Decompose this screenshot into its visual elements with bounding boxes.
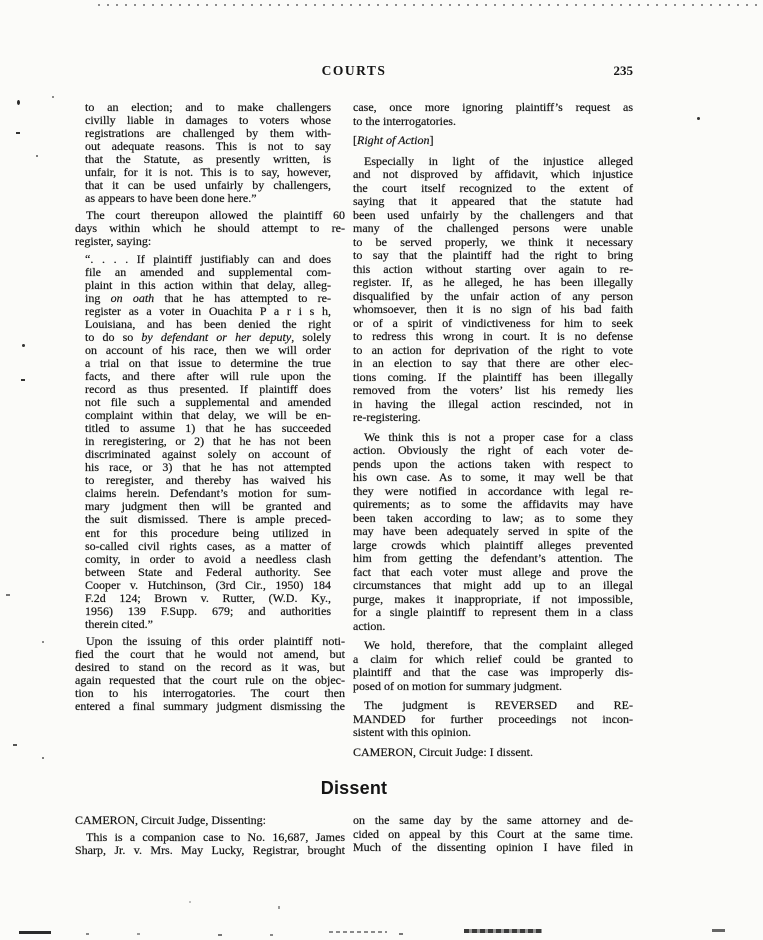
- bottom-edge-artifact: [218, 934, 222, 936]
- text-line: the court itself recognized to the extent of: [353, 180, 633, 195]
- bottom-edge-artifact: [86, 933, 89, 935]
- text-line: register. If, as he alleged, he has been illegally: [353, 275, 633, 289]
- text-line: to an action for deprivation of the right to vote: [353, 342, 633, 357]
- scan-speck: [189, 901, 191, 903]
- text-line: his race, or 3) that he has not attempted: [85, 460, 331, 475]
- paragraph: [353, 134, 633, 148]
- text-line: civilly liable in damages to voters whose: [85, 113, 331, 128]
- text-line: register as a voter in Ouachita P a r i s h,: [85, 303, 331, 318]
- text-line: register, saying:: [75, 234, 152, 249]
- right-column: [353, 101, 633, 759]
- text-line: F.2d 124; Brown v. Rutter, (W.D. Ky.,: [85, 590, 331, 605]
- text-line: not file such a supplemental and amended: [85, 395, 331, 410]
- text-line: We think this is not a proper case for a class: [364, 429, 633, 444]
- text-line: mary judgment then will be granted and: [85, 499, 331, 514]
- text-line: to do so by defendant or her deputy, solely: [85, 329, 331, 344]
- text-line: CAMERON, Circuit Judge, Dissenting:: [75, 813, 266, 827]
- text-line: to an election; and to make challengers: [85, 100, 331, 114]
- text-line: pends upon the actions taken with respect to: [353, 456, 633, 471]
- text-line: comity, in order to avoid a needless clash: [85, 551, 331, 566]
- text-line: and not disproved by affidavit, which injustice: [353, 167, 633, 181]
- bottom-edge-artifact: [464, 929, 542, 933]
- text-line: a claim for which relief could be granted to: [353, 651, 633, 666]
- text-line: his own case. As to some, it may well be that: [353, 470, 633, 484]
- text-line: The judgment is REVERSED and RE-: [364, 698, 633, 712]
- text-line: many of the challenged persons were unable: [353, 221, 633, 235]
- scan-speck: [42, 757, 44, 759]
- bottom-edge-artifact: [137, 933, 140, 935]
- text-line: to redress this wrong in court. It is no defense: [353, 329, 633, 343]
- dissent-right-column: [353, 814, 633, 857]
- text-line: a trial on that issue to determine the true: [85, 355, 331, 370]
- text-line: out adequate reasons. This is not to say: [85, 139, 331, 154]
- text-line: quirements; as to some the affidavits may have: [353, 497, 633, 511]
- text-line: been taken according to law; as to some they: [353, 510, 633, 525]
- dissent-heading: Dissent: [320, 778, 388, 798]
- text-line: for a single plaintiff to represent them in a class: [353, 605, 633, 619]
- text-line: desired to stand on the record as it was, but: [75, 659, 345, 674]
- text-line: between State and Federal authority. See: [85, 564, 331, 579]
- bottom-edge-artifact: [329, 931, 387, 933]
- text-line: Upon the issuing of this order plaintiff noti-: [86, 633, 345, 648]
- scan-speck: [22, 344, 25, 347]
- text-line: complaint within that delay, we will be en-: [85, 408, 331, 423]
- text-line: case, once more ignoring plaintiff’s request as: [353, 100, 633, 114]
- text-line: or of a spirit of vindictiveness for him to seek: [353, 315, 633, 330]
- running-head-title: COURTS: [321, 63, 387, 78]
- paragraph: [75, 635, 345, 713]
- paragraph: [75, 814, 345, 827]
- text-line: Sharp, Jr. v. Mrs. May Lucky, Registrar, brought: [75, 843, 345, 858]
- text-line: unfair, for it is not. This is to say, however,: [85, 165, 331, 180]
- page-edge-dotted-rule: [98, 4, 763, 6]
- dissent-columns: [75, 814, 633, 857]
- paragraph: [353, 101, 633, 128]
- paragraph: [85, 101, 331, 205]
- text-line: plaintiff and that the case was improperly dis-: [353, 665, 633, 679]
- text-line: been used unfairly by the challengers and that: [353, 207, 633, 222]
- main-text-columns: [75, 101, 633, 759]
- text-line: Cooper v. Hutchinson, (3rd Cir., 1950) 184: [85, 577, 331, 592]
- text-line: therein cited.”: [85, 616, 153, 631]
- scan-speck: [13, 744, 17, 746]
- text-line: on the same day by the same attorney and de-: [353, 813, 633, 827]
- text-line: file an amended and supplemental com-: [85, 264, 331, 279]
- paragraph: [353, 431, 633, 634]
- text-line: CAMERON, Circuit Judge: I dissent.: [353, 744, 533, 759]
- bottom-edge-artifact: [270, 934, 273, 936]
- text-line: ing on oath that he has attempted to re-: [85, 290, 331, 305]
- text-line: that the Statute, as presently written, is: [85, 152, 331, 167]
- text-line: to be served properly, we think it necessary: [353, 234, 633, 249]
- text-line: action. Obviously the right of each voter de-: [353, 443, 633, 457]
- text-line: disqualified by the unfair action of any person: [353, 288, 633, 303]
- text-line: record as thus presented. If plaintiff does: [85, 381, 331, 396]
- text-line: discriminated against solely on account of: [85, 447, 331, 462]
- bottom-edge-artifact: [399, 933, 403, 935]
- dissent-section: [75, 778, 633, 857]
- text-line: that it can be used unfairly by challengers,: [85, 178, 331, 193]
- text-line: ent for this procedure being utilized in: [85, 525, 331, 540]
- text-line: fact that each voter must allege and prove the: [353, 564, 633, 579]
- text-line: saying that it appeared that the statute had: [353, 194, 633, 208]
- text-line: tions coming. If the plaintiff has been illegally: [353, 369, 633, 384]
- text-line: removed from the voters’ list his remedy lies: [353, 383, 633, 397]
- text-line: they were notified in accordance with legal re-: [353, 483, 633, 498]
- text-line: titled to assume 1) that he has succeeded: [85, 421, 331, 436]
- text-line: large crowds which plaintiff alleges prevented: [353, 537, 633, 552]
- paragraph: [353, 155, 633, 425]
- text-line: facts, and there after will rule upon the: [85, 368, 331, 383]
- text-line: days within which he should attempt to re-: [75, 221, 345, 236]
- text-line: this action without starting over again to re-: [353, 261, 633, 276]
- text-line: to reregister, and thereby has waived his: [85, 473, 331, 488]
- text-line: cided on appeal by this Court at the same time.: [353, 826, 633, 841]
- text-line: action.: [353, 618, 386, 633]
- paragraph: [353, 814, 633, 855]
- paragraph: [353, 699, 633, 740]
- text-line: on account of his race, then we will order: [85, 342, 331, 357]
- text-line: in reregistering, or 2) that he has not been: [85, 434, 331, 449]
- text-line: We hold, therefore, that the complaint alleged: [364, 638, 633, 652]
- text-line: re-registering.: [353, 410, 421, 424]
- scan-speck: [278, 906, 280, 909]
- paragraph: [75, 831, 345, 857]
- text-line: 1956) 139 F.Supp. 679; and authorities: [85, 603, 331, 618]
- scan-speck: [697, 117, 700, 120]
- scan-speck: [6, 594, 10, 596]
- text-line: to the interrogatories.: [353, 113, 456, 128]
- scan-speck: [16, 132, 20, 134]
- text-line: in an election to say that there are other elec-: [353, 356, 633, 370]
- text-line: [Right of Action]: [353, 133, 434, 147]
- scan-speck: [21, 379, 25, 381]
- text-line: Louisiana, and has been denied the right: [85, 316, 331, 331]
- page-header: [75, 63, 633, 81]
- text-line: may have been adequately served in spite of the: [353, 524, 633, 538]
- paragraph: [353, 746, 633, 760]
- text-line: the suit dismissed. There is ample preced-: [85, 512, 331, 527]
- text-line: to say that the plaintiff had the right to bring: [353, 248, 633, 262]
- paragraph: [353, 639, 633, 693]
- text-line: whomsoever, then it is no sign of his bad faith: [353, 302, 633, 316]
- text-line: in having the illegal action rescinded, not in: [353, 396, 633, 411]
- text-line: “. . . . If plaintiff justifiably can and does: [85, 251, 331, 266]
- dissent-left-column: [75, 814, 345, 857]
- text-line: Especially in light of the injustice alleged: [364, 153, 633, 168]
- page-number: 235: [613, 63, 633, 78]
- text-line: so-called civil rights cases, as a matter of: [85, 538, 331, 553]
- text-line: tion to his interrogatories. The court then: [75, 686, 345, 701]
- scan-speck: [36, 155, 38, 157]
- left-column: [75, 101, 345, 759]
- scan-speck: [42, 641, 44, 643]
- text-line: claims herein. Defendant’s motion for sum-: [85, 486, 331, 501]
- scan-speck: [17, 100, 20, 105]
- text-line: This is a companion case to No. 16,687, James: [86, 830, 345, 845]
- text-line: plaint in this action within that delay, alleg-: [85, 277, 331, 292]
- text-line: MANDED for further proceedings not incon-: [353, 711, 633, 726]
- paragraph: [85, 253, 331, 631]
- text-line: Much of the dissenting opinion I have filed in: [353, 840, 633, 854]
- scan-speck: [52, 96, 54, 98]
- text-line: as appears to have been done here.”: [85, 191, 257, 206]
- bottom-edge-artifact: [19, 931, 51, 934]
- text-line: The court thereupon allowed the plaintiff 60: [86, 208, 345, 223]
- text-line: registrations are challenged by them with-: [85, 126, 331, 141]
- paragraph: [75, 209, 345, 248]
- text-line: sistent with this opinion.: [353, 725, 472, 739]
- text-line: entered a final summary judgment dismissing the: [75, 699, 345, 714]
- text-line: him from getting the defendant’s attention. The: [353, 551, 633, 565]
- text-line: purge, makes it inappropriate, if not impossible,: [353, 591, 633, 606]
- text-line: fied the court that he would not amend, but: [75, 646, 345, 661]
- text-line: posed of on motion for summary judgment.: [353, 678, 562, 693]
- text-line: again requested that the court rule on the objec-: [75, 673, 345, 688]
- text-line: circumstances that might add up to an illegal: [353, 578, 633, 592]
- bottom-edge-artifact: [712, 929, 725, 932]
